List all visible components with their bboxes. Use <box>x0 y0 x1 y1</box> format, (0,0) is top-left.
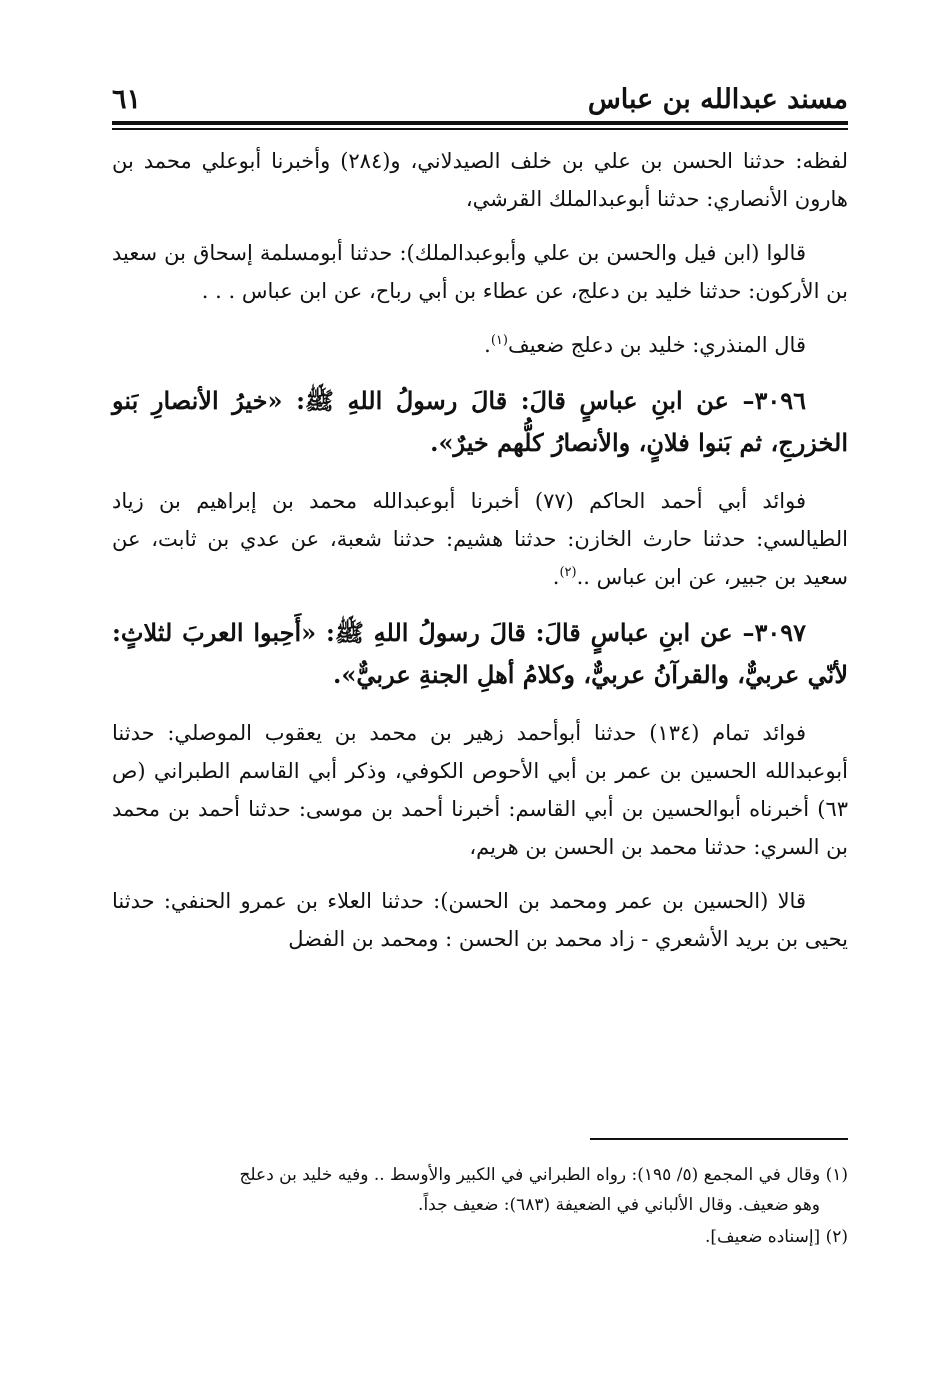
hadith-3096 <box>112 380 848 464</box>
running-title: مسند عبدالله بن عباس <box>587 84 848 115</box>
source-3097-a: فوائد تمام (١٣٤) حدثنا أبوأحمد زهير بن محمد بن يعقوب الموصلي: حدثنا أبوعبدالله الحسين بن عمر بن أبي الأحوص الكوفي، وذكر أبي القاسم الطبراني (ص ٦٣) أخبرناه أبوالحسين بن أبي القاسم: أخبرنا أحمد بن موسى: حدثنا أحمد بن محمد بن السري: حدثنا محمد بن الحسن بن هريم، <box>112 721 848 859</box>
footnote-1-line-1: (١) وقال في المجمع (٥/ ١٩٥): رواه الطبراني في الكبير والأوسط .. وفيه خليد بن دعلج <box>239 1165 848 1185</box>
main-text <box>112 142 848 974</box>
hadith-text-3096: عن ابنِ عباسٍ قالَ: قالَ رسولُ اللهِ ﷺ: «خيرُ الأنصارِ بَنو الخزرجِ، ثم بَنوا فلانٍ، والأنصارُ كلُّهم خيرٌ». <box>112 386 848 457</box>
source-3097-b: قالا (الحسين بن عمر ومحمد بن الحسن): حدثنا العلاء بن عمرو الحنفي: حدثنا يحيى بن بريد الأشعري - زاد محمد بن الحسن : ومحمد بن الفضل <box>112 889 848 951</box>
hadith-3097 <box>112 612 848 696</box>
hadith-text-3097: عن ابنِ عباسٍ قالَ: قالَ رسولُ اللهِ ﷺ: «أَحِبوا العربَ لثلاثٍ: لأنّي عربيٌّ، والقرآنُ عربيٌّ، وكلامُ أهلِ الجنةِ عربيٌّ». <box>112 618 848 689</box>
footnotes <box>112 1160 848 1252</box>
page-number: ٦١ <box>112 84 142 115</box>
paragraph-mundhiri <box>112 326 848 364</box>
footnote-2: (٢) [إسناده ضعيف]. <box>704 1227 848 1247</box>
header-rule-thin <box>112 128 848 130</box>
footnote-1-line-2: وهو ضعيف. وقال الألباني في الضعيفة (٦٨٣): ضعيف جداً. <box>418 1195 820 1215</box>
footnote-separator <box>590 1138 848 1140</box>
page-header <box>112 82 848 122</box>
source-3096-tail: . <box>552 565 560 589</box>
source-3096-text: فوائد أبي أحمد الحاكم (٧٧) أخبرنا أبوعبدالله محمد بن إبراهيم بن زياد الطيالسي: حدثنا حارث الخازن: حدثنا هشيم: حدثنا شعبة، عن عدي بن ثابت، عن سعيد بن جبير، عن ابن عباس .. <box>112 489 848 589</box>
footnote-marker-2[interactable]: (٢) <box>559 565 577 580</box>
paragraph-chain-2: قالوا (ابن فيل والحسن بن علي وأبوعبدالملك): حدثنا أبومسلمة إسحاق بن سعيد بن الأركون: حدثنا خليد بن دعلج، عن عطاء بن أبي رباح، عن ابن عباس . . . <box>112 241 848 303</box>
footnote-marker-1[interactable]: (١) <box>490 333 508 348</box>
paragraph-mundhiri-text: قال المنذري: خليد بن دعلج ضعيف <box>507 333 806 357</box>
header-rule-thick <box>112 121 848 125</box>
paragraph-chain-1: لفظه: حدثنا الحسن بن علي بن خلف الصيدلاني، و(٢٨٤) وأخبرنا أبوعلي محمد بن هارون الأنصاري: حدثنا أبوعبدالملك القرشي، <box>112 149 848 211</box>
paragraph-mundhiri-tail: . <box>484 333 491 357</box>
hadith-number-3097: ٣٠٩٧– <box>742 618 806 647</box>
hadith-number-3096: ٣٠٩٦– <box>742 386 806 415</box>
source-3096 <box>112 482 848 596</box>
